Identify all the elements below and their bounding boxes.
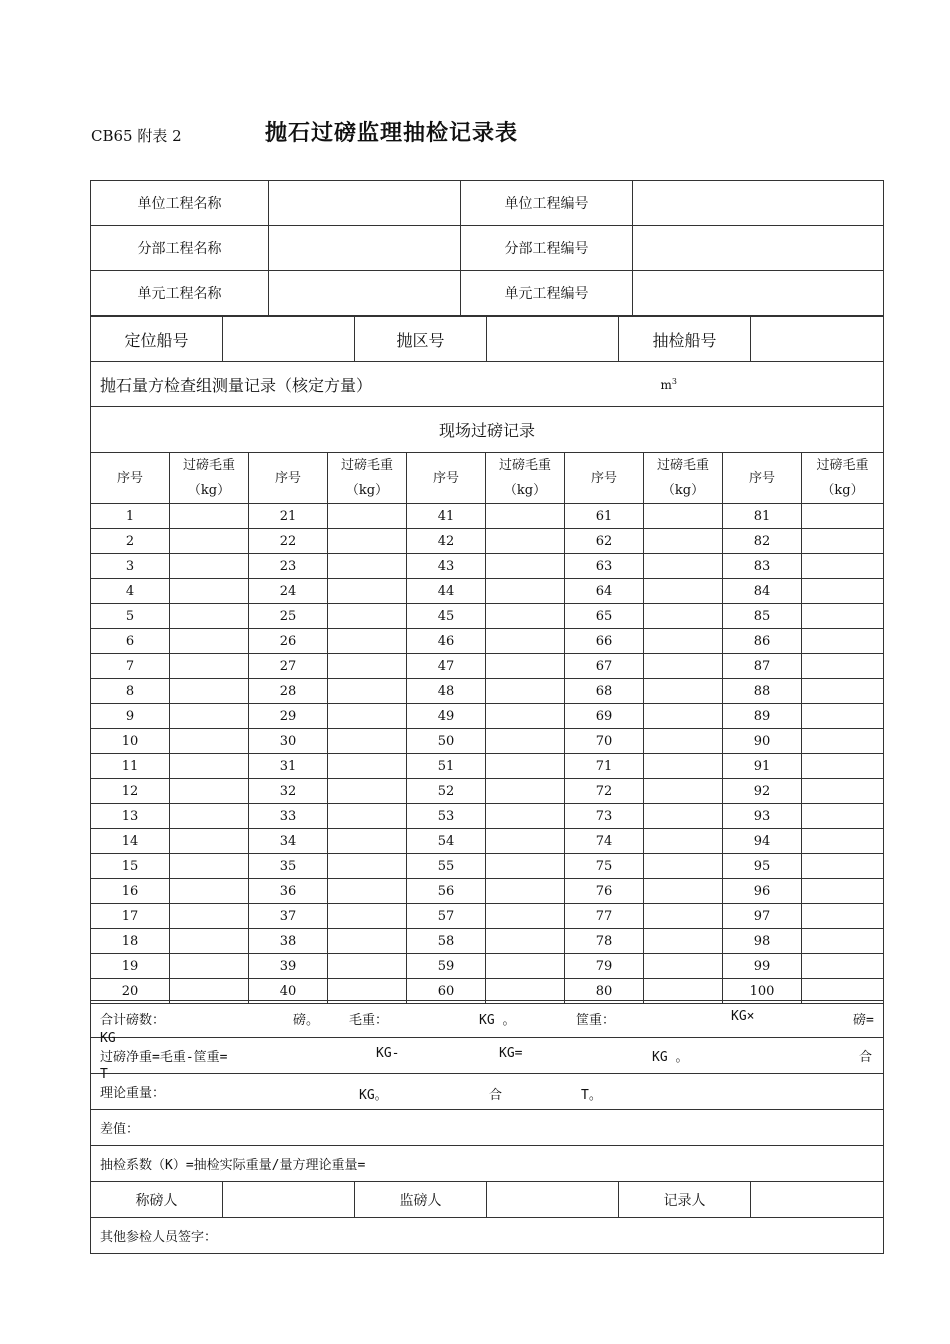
seq-cell: 62 xyxy=(565,529,644,554)
seq-cell: 81 xyxy=(723,504,802,529)
seq-cell: 42 xyxy=(407,529,486,554)
weight-input-cell[interactable] xyxy=(644,654,723,679)
weight-input-cell[interactable] xyxy=(802,579,884,604)
weight-input-cell[interactable] xyxy=(486,729,565,754)
weight-input-cell[interactable] xyxy=(486,529,565,554)
weight-header xyxy=(486,453,565,504)
weight-input-cell[interactable] xyxy=(170,529,249,554)
seq-cell: 97 xyxy=(723,904,802,929)
seq-cell: 24 xyxy=(249,579,328,604)
site-record-title: 现场过磅记录 xyxy=(91,407,884,453)
theory-row xyxy=(91,1074,884,1110)
seq-cell: 25 xyxy=(249,604,328,629)
table-row xyxy=(91,604,884,629)
weight-input-cell[interactable] xyxy=(802,779,884,804)
seq-cell: 59 xyxy=(407,954,486,979)
seq-cell: 60 xyxy=(407,979,486,1004)
seq-cell: 4 xyxy=(91,579,170,604)
weight-header-unit: （kg） xyxy=(187,483,231,498)
table-row xyxy=(91,804,884,829)
weight-input-cell[interactable] xyxy=(644,879,723,904)
table-row xyxy=(91,554,884,579)
weight-header xyxy=(802,453,884,504)
check-ship-label: 抽检船号 xyxy=(619,317,751,362)
seq-cell: 22 xyxy=(249,529,328,554)
page-title: 抛石过磅监理抽检记录表 xyxy=(265,120,519,146)
check-ship-field[interactable] xyxy=(751,317,884,362)
weight-input-cell[interactable] xyxy=(644,629,723,654)
table-row xyxy=(91,679,884,704)
seq-cell: 29 xyxy=(249,704,328,729)
seq-cell: 85 xyxy=(723,604,802,629)
weight-input-cell[interactable] xyxy=(644,904,723,929)
element-project-name-label: 单元工程名称 xyxy=(91,271,269,316)
seq-cell: 49 xyxy=(407,704,486,729)
weight-input-cell[interactable] xyxy=(328,579,407,604)
weight-input-cell[interactable] xyxy=(328,904,407,929)
weight-input-cell[interactable] xyxy=(644,954,723,979)
seq-cell: 3 xyxy=(91,554,170,579)
sub-project-no-label: 分部工程编号 xyxy=(461,226,633,271)
seq-cell: 99 xyxy=(723,954,802,979)
seq-cell: 11 xyxy=(91,754,170,779)
weight-input-cell[interactable] xyxy=(644,579,723,604)
info-table xyxy=(90,180,884,316)
volume-record-row xyxy=(91,362,884,407)
weight-input-cell[interactable] xyxy=(328,779,407,804)
seq-cell: 23 xyxy=(249,554,328,579)
net-kg3: KG 。 xyxy=(652,1050,689,1065)
seq-cell: 58 xyxy=(407,929,486,954)
weight-input-cell[interactable] xyxy=(170,729,249,754)
table-row xyxy=(91,654,884,679)
weight-input-cell[interactable] xyxy=(328,604,407,629)
seq-cell: 40 xyxy=(249,979,328,1004)
weight-input-cell[interactable] xyxy=(486,704,565,729)
weight-input-cell[interactable] xyxy=(802,729,884,754)
weight-input-cell[interactable] xyxy=(486,804,565,829)
weight-input-cell[interactable] xyxy=(328,529,407,554)
weight-input-cell[interactable] xyxy=(644,779,723,804)
weight-input-cell[interactable] xyxy=(486,654,565,679)
weight-header xyxy=(644,453,723,504)
seq-cell: 31 xyxy=(249,754,328,779)
weight-input-cell[interactable] xyxy=(328,679,407,704)
unit-project-no-field[interactable] xyxy=(633,181,884,226)
seq-cell: 32 xyxy=(249,779,328,804)
seq-cell: 87 xyxy=(723,654,802,679)
weight-input-cell[interactable] xyxy=(170,554,249,579)
weight-input-cell[interactable] xyxy=(486,579,565,604)
unit-project-name-field[interactable] xyxy=(269,181,461,226)
weight-header-label: 过磅毛重 xyxy=(498,458,551,473)
weight-input-cell[interactable] xyxy=(486,829,565,854)
element-project-no-label: 单元工程编号 xyxy=(461,271,633,316)
seq-cell: 53 xyxy=(407,804,486,829)
seq-cell: 48 xyxy=(407,679,486,704)
seq-cell: 84 xyxy=(723,579,802,604)
seq-cell: 91 xyxy=(723,754,802,779)
seq-cell: 68 xyxy=(565,679,644,704)
seq-cell: 100 xyxy=(723,979,802,1004)
weight-input-cell[interactable] xyxy=(644,529,723,554)
total-unit: 磅。 xyxy=(293,1013,320,1028)
seq-cell: 13 xyxy=(91,804,170,829)
weight-header-label: 过磅毛重 xyxy=(656,458,709,473)
weight-input-cell[interactable] xyxy=(644,929,723,954)
seq-cell: 10 xyxy=(91,729,170,754)
weight-header xyxy=(170,453,249,504)
seq-cell: 93 xyxy=(723,804,802,829)
seq-cell: 43 xyxy=(407,554,486,579)
weight-input-cell[interactable] xyxy=(170,629,249,654)
seq-cell: 16 xyxy=(91,879,170,904)
seq-cell: 18 xyxy=(91,929,170,954)
weight-input-cell[interactable] xyxy=(644,554,723,579)
pound-eq: 磅= xyxy=(853,1013,874,1028)
volume-unit-m: m xyxy=(660,377,672,392)
dump-area-field[interactable] xyxy=(487,317,619,362)
net-label: 过磅净重=毛重-筐重= xyxy=(100,1050,228,1065)
basket-unit: KG× xyxy=(731,1009,755,1024)
seq-cell: 17 xyxy=(91,904,170,929)
table-row xyxy=(91,504,884,529)
seq-cell: 6 xyxy=(91,629,170,654)
table-row xyxy=(91,579,884,604)
diff-label: 差值： xyxy=(100,1122,140,1137)
total-row xyxy=(91,1001,884,1046)
weight-input-cell[interactable] xyxy=(170,704,249,729)
weight-input-cell[interactable] xyxy=(328,804,407,829)
weight-input-cell[interactable] xyxy=(328,954,407,979)
weight-input-cell[interactable] xyxy=(170,504,249,529)
weight-input-cell[interactable] xyxy=(328,754,407,779)
others-row xyxy=(91,1218,884,1254)
dump-area-label: 抛区号 xyxy=(355,317,487,362)
seq-cell: 7 xyxy=(91,654,170,679)
seq-cell: 65 xyxy=(565,604,644,629)
table-row xyxy=(91,779,884,804)
table-row xyxy=(91,829,884,854)
weight-input-cell[interactable] xyxy=(644,604,723,629)
weight-input-cell[interactable] xyxy=(644,804,723,829)
weight-input-cell[interactable] xyxy=(170,829,249,854)
grid-body xyxy=(91,504,884,1004)
seq-cell: 27 xyxy=(249,654,328,679)
theory-t: T。 xyxy=(581,1088,602,1103)
seq-cell: 33 xyxy=(249,804,328,829)
seq-cell: 64 xyxy=(565,579,644,604)
weight-input-cell[interactable] xyxy=(802,929,884,954)
theory-kg: KG。 xyxy=(359,1088,388,1103)
weight-input-cell[interactable] xyxy=(328,929,407,954)
weight-input-cell[interactable] xyxy=(170,679,249,704)
seq-cell: 2 xyxy=(91,529,170,554)
seq-cell: 1 xyxy=(91,504,170,529)
seq-cell: 82 xyxy=(723,529,802,554)
weight-input-cell[interactable] xyxy=(170,754,249,779)
net-cut-text: T xyxy=(100,1067,108,1082)
seq-cell: 52 xyxy=(407,779,486,804)
weight-header-unit: （kg） xyxy=(821,483,864,498)
seq-cell: 74 xyxy=(565,829,644,854)
seq-cell: 54 xyxy=(407,829,486,854)
ship-table xyxy=(90,316,884,453)
weight-input-cell[interactable] xyxy=(170,879,249,904)
seq-cell: 95 xyxy=(723,854,802,879)
seq-header: 序号 xyxy=(407,453,486,504)
seq-cell: 79 xyxy=(565,954,644,979)
seq-cell: 63 xyxy=(565,554,644,579)
sub-project-name-label: 分部工程名称 xyxy=(91,226,269,271)
seq-cell: 71 xyxy=(565,754,644,779)
weight-input-cell[interactable] xyxy=(802,529,884,554)
total-cut-text: KG xyxy=(100,1031,116,1046)
seq-cell: 9 xyxy=(91,704,170,729)
weight-input-cell[interactable] xyxy=(170,654,249,679)
weight-input-cell[interactable] xyxy=(486,554,565,579)
seq-cell: 30 xyxy=(249,729,328,754)
seq-cell: 46 xyxy=(407,629,486,654)
seq-cell: 78 xyxy=(565,929,644,954)
weigher-field[interactable] xyxy=(223,1182,355,1218)
positioning-ship-field[interactable] xyxy=(223,317,355,362)
seq-cell: 67 xyxy=(565,654,644,679)
weight-input-cell[interactable] xyxy=(328,629,407,654)
weight-input-cell[interactable] xyxy=(328,854,407,879)
table-row xyxy=(91,954,884,979)
weight-input-cell[interactable] xyxy=(802,554,884,579)
weight-input-cell[interactable] xyxy=(486,879,565,904)
theory-label: 理论重量： xyxy=(100,1086,166,1101)
weight-input-cell[interactable] xyxy=(644,829,723,854)
weight-input-cell[interactable] xyxy=(328,704,407,729)
element-project-name-field[interactable] xyxy=(269,271,461,316)
seq-cell: 92 xyxy=(723,779,802,804)
table-row xyxy=(91,704,884,729)
weight-header-label: 过磅毛重 xyxy=(182,458,235,473)
weight-input-cell[interactable] xyxy=(486,504,565,529)
seq-header: 序号 xyxy=(91,453,170,504)
weight-header-label: 过磅毛重 xyxy=(340,458,393,473)
weight-input-cell[interactable] xyxy=(170,954,249,979)
table-row xyxy=(91,629,884,654)
seq-cell: 80 xyxy=(565,979,644,1004)
seq-cell: 75 xyxy=(565,854,644,879)
table-row xyxy=(91,929,884,954)
volume-unit xyxy=(661,377,677,392)
seq-cell: 94 xyxy=(723,829,802,854)
gross-label: 毛重： xyxy=(349,1013,389,1028)
weight-header-unit: （kg） xyxy=(503,483,547,498)
weight-input-cell[interactable] xyxy=(644,754,723,779)
seq-cell: 34 xyxy=(249,829,328,854)
seq-cell: 39 xyxy=(249,954,328,979)
supervisor-field[interactable] xyxy=(487,1182,619,1218)
seq-cell: 8 xyxy=(91,679,170,704)
weight-input-cell[interactable] xyxy=(802,804,884,829)
weight-input-cell[interactable] xyxy=(328,729,407,754)
seq-cell: 45 xyxy=(407,604,486,629)
weight-input-cell[interactable] xyxy=(802,654,884,679)
coef-row xyxy=(91,1146,884,1182)
weight-input-cell[interactable] xyxy=(802,629,884,654)
seq-cell: 88 xyxy=(723,679,802,704)
seq-cell: 41 xyxy=(407,504,486,529)
seq-cell: 73 xyxy=(565,804,644,829)
weight-input-cell[interactable] xyxy=(802,879,884,904)
table-row xyxy=(91,754,884,779)
weigher-label: 称磅人 xyxy=(91,1182,223,1218)
weight-input-cell[interactable] xyxy=(802,704,884,729)
seq-cell: 90 xyxy=(723,729,802,754)
weight-input-cell[interactable] xyxy=(644,679,723,704)
weight-input-cell[interactable] xyxy=(170,904,249,929)
weight-input-cell[interactable] xyxy=(486,679,565,704)
weight-input-cell[interactable] xyxy=(486,629,565,654)
net-kg1: KG- xyxy=(376,1046,400,1061)
weight-input-cell[interactable] xyxy=(170,579,249,604)
seq-cell: 35 xyxy=(249,854,328,879)
seq-header: 序号 xyxy=(723,453,802,504)
unit-project-no-label: 单位工程编号 xyxy=(461,181,633,226)
weight-input-cell[interactable] xyxy=(486,954,565,979)
volume-unit-sup: 3 xyxy=(671,376,677,386)
unit-project-name-label: 单位工程名称 xyxy=(91,181,269,226)
weight-input-cell[interactable] xyxy=(802,504,884,529)
gross-unit: KG 。 xyxy=(479,1013,516,1028)
seq-cell: 38 xyxy=(249,929,328,954)
seq-cell: 36 xyxy=(249,879,328,904)
weight-header-unit: （kg） xyxy=(661,483,705,498)
seq-cell: 28 xyxy=(249,679,328,704)
weight-input-cell[interactable] xyxy=(486,754,565,779)
seq-cell: 37 xyxy=(249,904,328,929)
weight-input-cell[interactable] xyxy=(328,829,407,854)
sub-project-name-field[interactable] xyxy=(269,226,461,271)
weight-input-cell[interactable] xyxy=(802,679,884,704)
net-row xyxy=(91,1038,884,1082)
basket-label: 筐重： xyxy=(576,1013,616,1028)
table-row xyxy=(91,904,884,929)
weight-input-cell[interactable] xyxy=(802,954,884,979)
seq-cell: 12 xyxy=(91,779,170,804)
weight-header-label: 过磅毛重 xyxy=(816,458,869,473)
table-row xyxy=(91,879,884,904)
seq-cell: 55 xyxy=(407,854,486,879)
grid-header-row xyxy=(91,453,884,504)
weight-input-cell[interactable] xyxy=(802,904,884,929)
weight-input-cell[interactable] xyxy=(328,879,407,904)
weight-input-cell[interactable] xyxy=(328,504,407,529)
seq-cell: 86 xyxy=(723,629,802,654)
seq-cell: 89 xyxy=(723,704,802,729)
weight-input-cell[interactable] xyxy=(170,854,249,879)
coef-label: 抽检系数（K）=抽检实际重量/量方理论重量= xyxy=(100,1158,366,1173)
weight-input-cell[interactable] xyxy=(644,854,723,879)
seq-cell: 15 xyxy=(91,854,170,879)
seq-cell: 14 xyxy=(91,829,170,854)
net-kg2: KG= xyxy=(499,1046,523,1061)
weight-input-cell[interactable] xyxy=(802,829,884,854)
seq-cell: 5 xyxy=(91,604,170,629)
seq-cell: 72 xyxy=(565,779,644,804)
seq-cell: 77 xyxy=(565,904,644,929)
seq-header: 序号 xyxy=(249,453,328,504)
recorder-label: 记录人 xyxy=(619,1182,751,1218)
weight-input-cell[interactable] xyxy=(644,704,723,729)
weight-header-unit: （kg） xyxy=(345,483,389,498)
weight-input-cell[interactable] xyxy=(486,854,565,879)
table-row xyxy=(91,729,884,754)
seq-cell: 20 xyxy=(91,979,170,1004)
others-label: 其他参检人员签字： xyxy=(100,1230,218,1245)
weight-input-cell[interactable] xyxy=(486,904,565,929)
supervisor-label: 监磅人 xyxy=(355,1182,487,1218)
seq-cell: 66 xyxy=(565,629,644,654)
weight-input-cell[interactable] xyxy=(486,779,565,804)
summary-table xyxy=(90,1000,884,1254)
weight-input-cell[interactable] xyxy=(802,854,884,879)
seq-header: 序号 xyxy=(565,453,644,504)
seq-cell: 21 xyxy=(249,504,328,529)
positioning-ship-label: 定位船号 xyxy=(91,317,223,362)
table-row xyxy=(91,854,884,879)
weight-input-cell[interactable] xyxy=(328,654,407,679)
seq-cell: 57 xyxy=(407,904,486,929)
element-project-no-field[interactable] xyxy=(633,271,884,316)
net-he: 合 xyxy=(859,1050,873,1065)
table-row xyxy=(91,529,884,554)
seq-cell: 69 xyxy=(565,704,644,729)
weight-input-cell[interactable] xyxy=(486,929,565,954)
theory-he: 合 xyxy=(489,1088,503,1103)
diff-row xyxy=(91,1110,884,1146)
weight-input-cell[interactable] xyxy=(170,804,249,829)
seq-cell: 47 xyxy=(407,654,486,679)
weight-input-cell[interactable] xyxy=(170,604,249,629)
weight-input-cell[interactable] xyxy=(486,604,565,629)
weighing-grid xyxy=(90,452,884,1004)
seq-cell: 51 xyxy=(407,754,486,779)
total-label: 合计磅数： xyxy=(100,1013,166,1028)
seq-cell: 50 xyxy=(407,729,486,754)
seq-cell: 56 xyxy=(407,879,486,904)
weight-header xyxy=(328,453,407,504)
weight-input-cell[interactable] xyxy=(802,754,884,779)
weight-input-cell[interactable] xyxy=(644,504,723,529)
seq-cell: 70 xyxy=(565,729,644,754)
seq-cell: 98 xyxy=(723,929,802,954)
seq-cell: 44 xyxy=(407,579,486,604)
seq-cell: 83 xyxy=(723,554,802,579)
seq-cell: 19 xyxy=(91,954,170,979)
sub-project-no-field[interactable] xyxy=(633,226,884,271)
seq-cell: 76 xyxy=(565,879,644,904)
weight-input-cell[interactable] xyxy=(802,604,884,629)
seq-cell: 96 xyxy=(723,879,802,904)
recorder-field[interactable] xyxy=(751,1182,884,1218)
weight-input-cell[interactable] xyxy=(170,779,249,804)
weight-input-cell[interactable] xyxy=(328,554,407,579)
volume-record-label: 抛石量方检查组测量记录（核定方量） xyxy=(100,375,373,395)
weight-input-cell[interactable] xyxy=(644,729,723,754)
seq-cell: 26 xyxy=(249,629,328,654)
form-code: CB65 附表 2 xyxy=(91,127,182,145)
weight-input-cell[interactable] xyxy=(170,929,249,954)
seq-cell: 61 xyxy=(565,504,644,529)
